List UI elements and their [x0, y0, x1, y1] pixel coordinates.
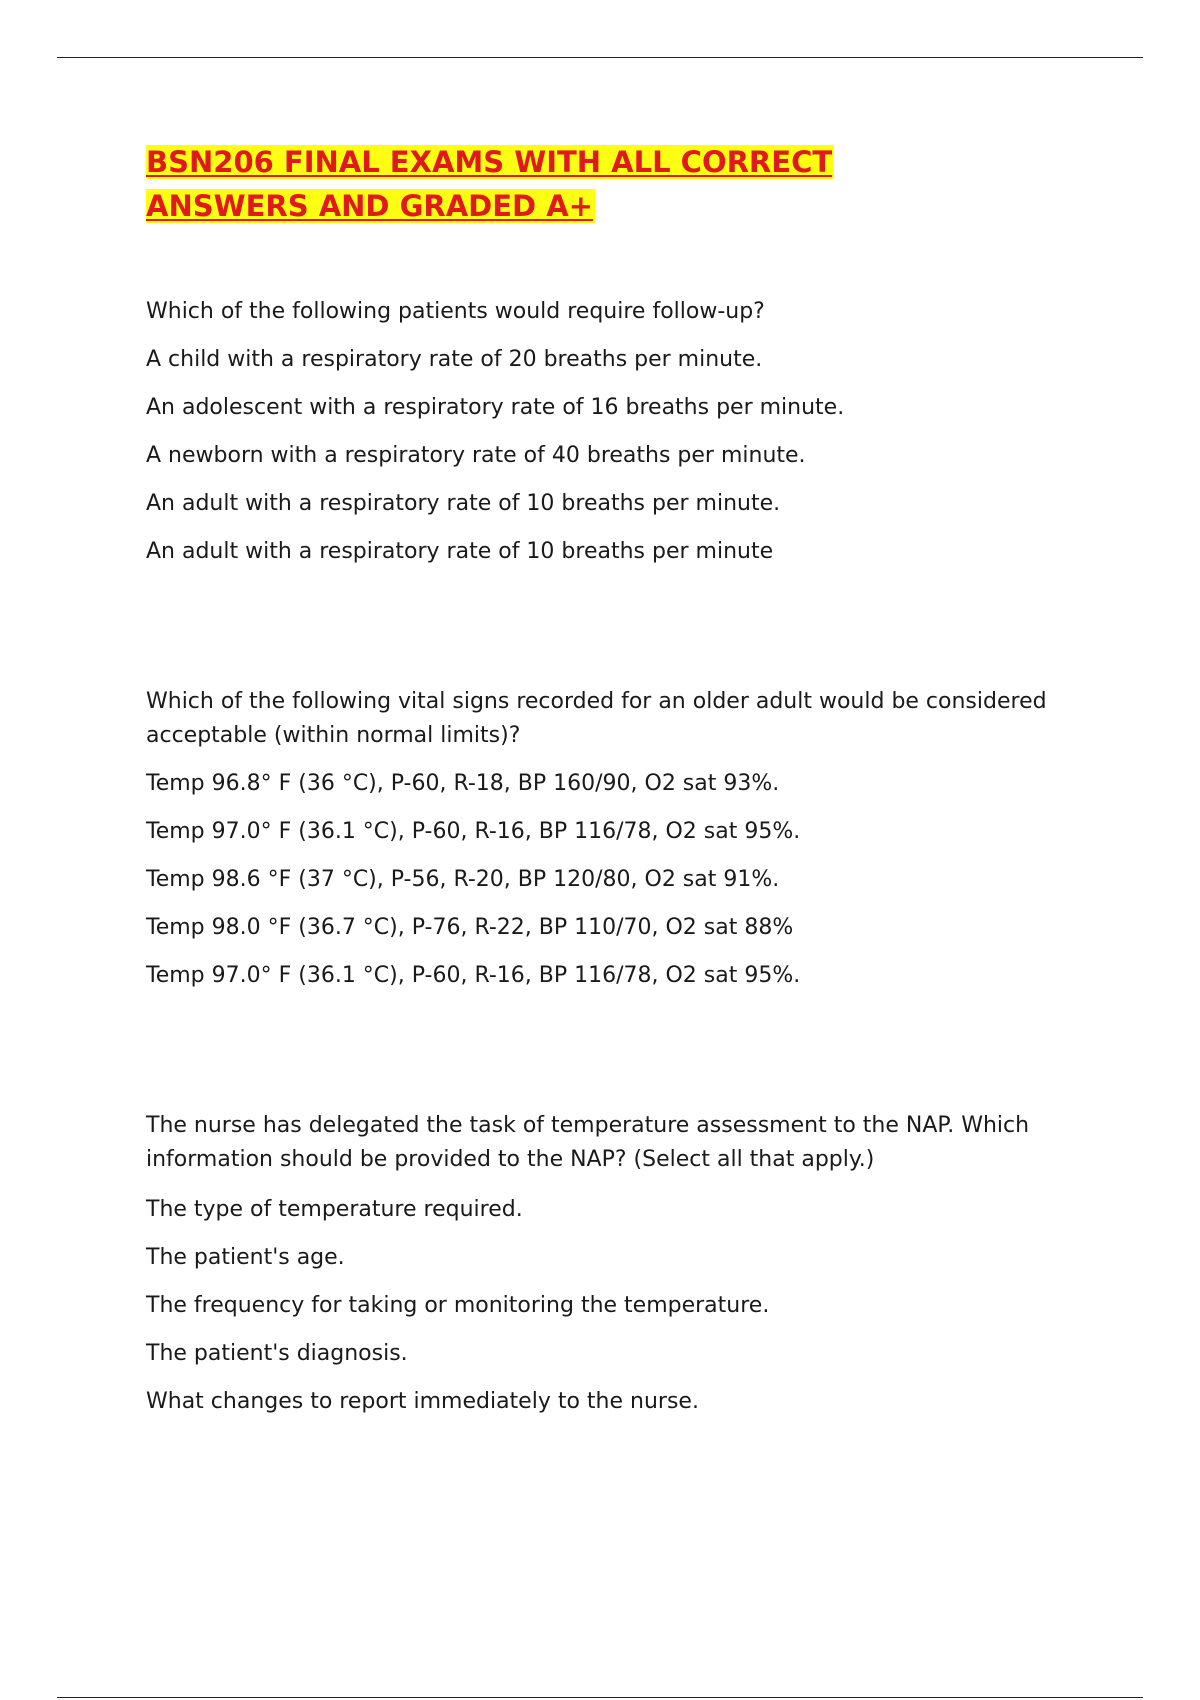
- question-3-option: What changes to report immediately to the nurse.: [146, 1389, 699, 1414]
- question-3-option: The patient's diagnosis.: [146, 1341, 408, 1366]
- question-1-answer: An adult with a respiratory rate of 10 breaths per minute: [146, 539, 774, 564]
- question-1-option: A newborn with a respiratory rate of 40 breaths per minute.: [146, 443, 806, 468]
- title-line-2: ANSWERS AND GRADED A+: [146, 189, 593, 223]
- header-rule: [57, 57, 1143, 58]
- question-2-answer: Temp 97.0° F (36.1 °C), P-60, R-16, BP 116/78, O2 sat 95%.: [146, 963, 801, 988]
- question-3-option: The frequency for taking or monitoring the temperature.: [146, 1293, 770, 1318]
- question-3-option: The patient's age.: [146, 1245, 345, 1270]
- title-line-1: BSN206 FINAL EXAMS WITH ALL CORRECT: [146, 145, 833, 179]
- question-3: [146, 1109, 1066, 1419]
- question-2: [146, 685, 1066, 993]
- question-3-option: The type of temperature required.: [146, 1197, 523, 1222]
- question-2-option: Temp 96.8° F (36 °C), P-60, R-18, BP 160/90, O2 sat 93%.: [146, 771, 780, 796]
- question-2-option: Temp 98.6 °F (37 °C), P-56, R-20, BP 120/80, O2 sat 91%.: [146, 867, 780, 892]
- question-1-text: Which of the following patients would require follow-up?: [146, 299, 765, 324]
- footer-rule: [57, 1697, 1143, 1698]
- document-body: [146, 140, 1066, 1419]
- question-1: [146, 295, 1066, 569]
- question-2-option: Temp 98.0 °F (36.7 °C), P-76, R-22, BP 110/70, O2 sat 88%: [146, 915, 794, 940]
- question-2-text: Which of the following vital signs recorded for an older adult would be considered acceptable (within normal limits)?: [146, 689, 1047, 748]
- question-2-option: Temp 97.0° F (36.1 °C), P-60, R-16, BP 116/78, O2 sat 95%.: [146, 819, 801, 844]
- question-1-option: An adolescent with a respiratory rate of 16 breaths per minute.: [146, 395, 845, 420]
- document-title: [146, 140, 1066, 228]
- question-1-options: [146, 343, 1066, 569]
- question-1-option: A child with a respiratory rate of 20 breaths per minute.: [146, 347, 763, 372]
- question-3-text: The nurse has delegated the task of temperature assessment to the NAP. Which information should be provided to the NAP? (Select all that apply.): [146, 1113, 1030, 1172]
- question-2-options: [146, 767, 1066, 993]
- question-1-option: An adult with a respiratory rate of 10 breaths per minute.: [146, 491, 781, 516]
- question-3-options: [146, 1193, 1066, 1419]
